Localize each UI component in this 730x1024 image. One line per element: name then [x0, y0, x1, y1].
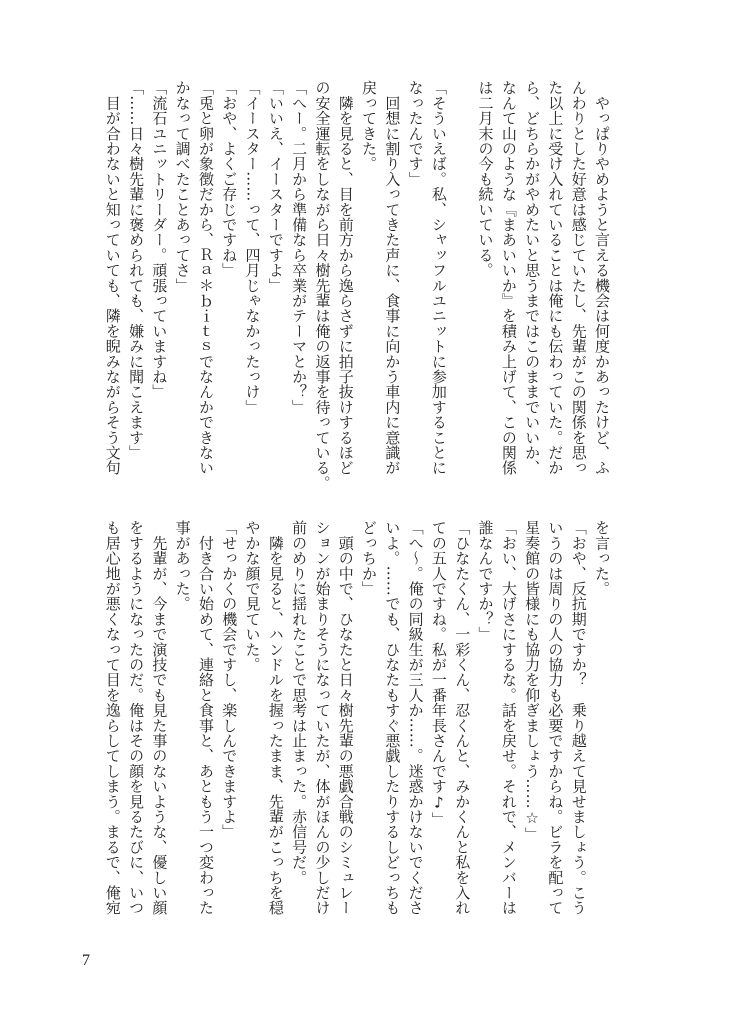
text-line: 「そういえば。私、シャッフルユニットに参加することに [429, 80, 448, 476]
text-line: の安全運転をしながら日々樹先輩は俺の返事を待っている。 [313, 80, 332, 491]
text-line: んわりとした好意は感じていたし、先輩がこの関係を思っ [569, 80, 588, 476]
text-line: をするようになったのだ。俺はその顔を見るたびに、いつ [127, 520, 146, 916]
text-line: 戻ってきた。 [360, 80, 379, 172]
text-line: 「おい、大げさにするな。話を戻せ。それで、メンバーは [499, 520, 518, 916]
text-line: 「ひなたくん、一彩くん、忍くんと、みかくんと私を入れ [453, 520, 472, 916]
text-line: なんて山のような『まあいいか』を積み上げて、この関係 [499, 80, 518, 476]
text-line: 「イースター……って、四月じゃなかったっけ」 [243, 80, 262, 415]
text-line: 付き合い始めて、連絡と食事と、あともう一つ変わった [196, 520, 215, 916]
text-line: いよ。……でも、ひなたもすぐ悪戯したりするしどっちも [383, 520, 402, 916]
page-number: 7 [82, 952, 90, 969]
text-line: 「へー。二月から準備なら卒業がテーマとか？」 [290, 80, 309, 415]
text-line: 「いいえ、イースターですよ」 [266, 80, 285, 293]
text-line: なったんです」 [406, 80, 425, 187]
text-line: 「……日々樹先輩に褒められても、嫌みに聞こえます」 [127, 80, 146, 460]
text-block-top [100, 80, 613, 491]
text-line: 誰なんですか？」 [476, 520, 495, 642]
text-line: 「兎と卵が象徴だから、Ｒａ＊ｂｉｔｓでなんかできない [196, 80, 215, 476]
text-line: やかな顔で見ていた。 [243, 520, 262, 672]
text-line: た以上に受け入れていることは俺にも伝わっていた。だか [546, 80, 565, 476]
text-line: 「へ～。俺の同級生が三人か……。迷惑かけないでくださ [406, 520, 425, 916]
text-line: ら、どちらかがやめたいと思うまではこのままでいいか、 [523, 80, 542, 476]
text-line [450, 80, 473, 480]
text-line: ての五人ですね。私が一番年長さんです♪」 [429, 520, 448, 827]
text-line: 先輩が、今まで演技でも見た事のないような、優しい顔 [150, 520, 169, 916]
text-line: 星奏館の皆様にも協力を仰ぎましょう……☆」 [523, 520, 542, 843]
text-line: かなって調べたことあってさ」 [173, 80, 192, 293]
text-line: 前のめりに揺れたことで思考は止まった。赤信号だ。 [290, 520, 309, 885]
text-line: は二月末の今も続いている。 [476, 80, 495, 278]
text-line: 「せっかくの機会ですし、楽しんできますよ」 [220, 520, 239, 840]
text-line: いうのは周りの人の協力も必要ですからね。ビラを配って [546, 520, 565, 916]
text-line: やっぱりやめようと言える機会は何度かあったけど、ふ [593, 80, 611, 476]
text-block-bottom [100, 520, 613, 920]
text-line: を言った。 [593, 520, 611, 596]
text-line: 隣を見ると、目を前方から逸らさずに拍子抜けするほど [336, 80, 355, 476]
text-line: も居心地が悪くなって目を逸らしてしまう。まるで、俺宛 [103, 520, 122, 916]
text-line: 回想に割り入ってきた声に、食事に向かう車内に意識が [383, 80, 402, 476]
text-line: 事があった。 [173, 520, 192, 612]
text-line: 目が合わないと知っていても、隣を睨みながらそう文句 [103, 80, 122, 476]
text-line: どっちか」 [360, 520, 379, 596]
text-line: 「流石ユニットリーダー。頑張っていますね」 [150, 80, 169, 400]
text-line: 「おや、よくご存じですね」 [220, 80, 239, 278]
text-line: 隣を見ると、ハンドルを握ったまま、先輩がこっちを穏 [266, 520, 285, 916]
text-line: 「おや、反抗期ですか？ 乗り越えて見せましょう。こう [569, 520, 588, 916]
text-line: 頭の中で、ひなたと日々樹先輩の悪戯合戦のシミュレー [336, 520, 355, 916]
text-line: ションが始まりそうになっていたが、体がほんの少しだけ [313, 520, 332, 916]
